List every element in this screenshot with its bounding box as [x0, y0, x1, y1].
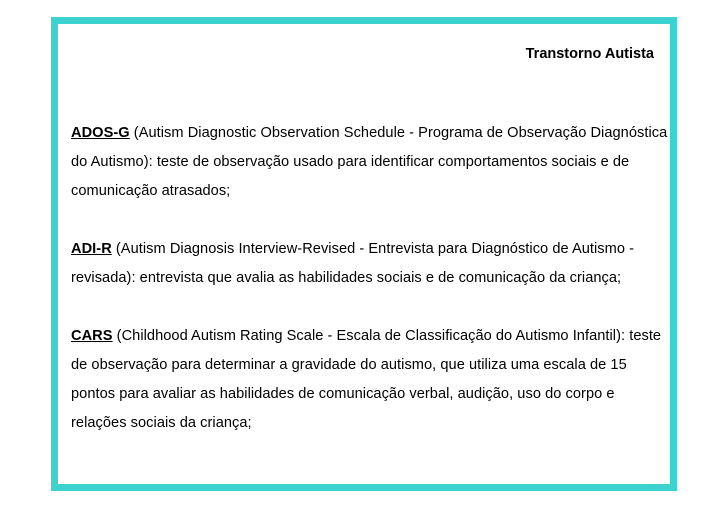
slide-title: Transtorno Autista: [525, 46, 654, 62]
description-ados-g: (Autism Diagnostic Observation Schedule - Programa de Observação Diagnóstica do Autismo): teste de observação usado para identificar comportamentos sociais e de comunicação atrasados;: [71, 125, 668, 199]
slide-content: [71, 119, 671, 467]
list-item-ados-g: [71, 119, 671, 206]
term-cars: CARS: [71, 328, 113, 344]
description-cars: (Childhood Autism Rating Scale - Escala de Classificação do Autismo Infantil): teste de observação para determinar a gravidade do autismo, que utiliza uma escala de 15 pontos para avaliar as habilidades de comunicação verbal, audição, uso do corpo e relações sociais da criança;: [71, 328, 662, 431]
term-ados-g: ADOS-G: [71, 125, 130, 141]
list-item-cars: [71, 322, 671, 438]
list-item-adi-r: [71, 235, 671, 293]
term-adi-r: ADI-R: [71, 241, 112, 257]
description-adi-r: (Autism Diagnosis Interview-Revised - Entrevista para Diagnóstico de Autismo - revisada): entrevista que avalia as habilidades sociais e de comunicação da criança;: [71, 241, 635, 286]
slide-frame: [51, 17, 677, 491]
